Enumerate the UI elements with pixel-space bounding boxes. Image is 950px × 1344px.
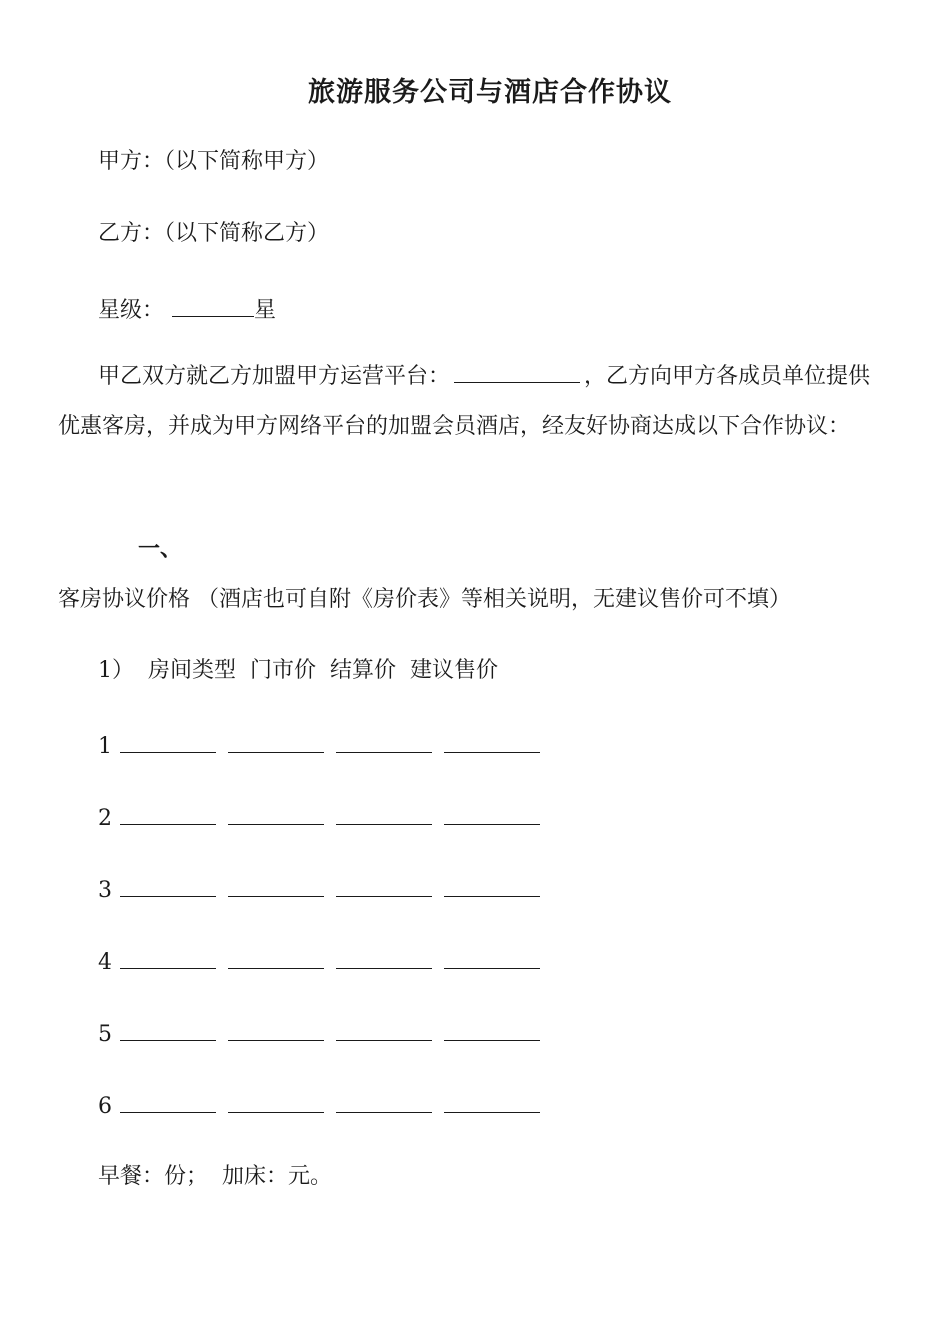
rack-rate-blank[interactable] bbox=[228, 874, 324, 897]
suggested-price-blank[interactable] bbox=[444, 1090, 540, 1113]
row-number: 6 bbox=[98, 1094, 112, 1119]
suggested-price-blank[interactable] bbox=[444, 946, 540, 969]
star-label: 星级： bbox=[98, 298, 165, 323]
row-number: 4 bbox=[98, 950, 112, 975]
section-1-number: 一、 bbox=[138, 536, 183, 562]
table-row bbox=[98, 802, 552, 834]
room-type-blank[interactable] bbox=[120, 730, 216, 753]
settlement-price-blank[interactable] bbox=[336, 730, 432, 753]
table-row bbox=[98, 1090, 552, 1122]
settlement-price-blank[interactable] bbox=[336, 802, 432, 825]
section-1-text: 客房协议价格 （酒店也可自附《房价表》等相关说明，无建议售价可不填） bbox=[58, 587, 791, 612]
table-row bbox=[98, 1018, 552, 1050]
suggested-price-blank[interactable] bbox=[444, 1018, 540, 1041]
suggested-price-blank[interactable] bbox=[444, 874, 540, 897]
star-rating-line bbox=[98, 292, 276, 326]
header-settlement-price: 结算价 bbox=[330, 658, 397, 683]
rack-rate-blank[interactable] bbox=[228, 802, 324, 825]
room-type-blank[interactable] bbox=[120, 1090, 216, 1113]
header-suggested-price: 建议售价 bbox=[410, 658, 499, 683]
party-b-line: 乙方：（以下简称乙方） bbox=[98, 221, 330, 246]
suggested-price-blank[interactable] bbox=[444, 802, 540, 825]
table-row bbox=[98, 730, 552, 762]
document-title: 旅游服务公司与酒店合作协议 bbox=[308, 77, 672, 108]
section-1-heading bbox=[58, 524, 888, 625]
room-table-header bbox=[98, 656, 498, 686]
intro-part1: 甲乙双方就乙方加盟甲方运营平台： bbox=[98, 364, 451, 389]
room-type-blank[interactable] bbox=[120, 874, 216, 897]
intro-part2: ，乙方向甲方各成员单位提供优惠客房，并成为甲方网络平台的加盟会员酒店，经友好协商达成以下合作协议： bbox=[58, 364, 871, 439]
header-rack-rate: 门市价 bbox=[250, 658, 317, 683]
intro-paragraph bbox=[58, 352, 888, 452]
rack-rate-blank[interactable] bbox=[228, 1018, 324, 1041]
rack-rate-blank[interactable] bbox=[228, 946, 324, 969]
settlement-price-blank[interactable] bbox=[336, 946, 432, 969]
breakfast-text: 早餐：份； bbox=[98, 1164, 209, 1189]
extra-bed-text: 加床：元。 bbox=[222, 1164, 333, 1189]
platform-blank[interactable] bbox=[454, 358, 580, 383]
row-number: 3 bbox=[98, 878, 112, 903]
table-row bbox=[98, 946, 552, 978]
party-a-line: 甲方：（以下简称甲方） bbox=[98, 149, 330, 174]
room-type-blank[interactable] bbox=[120, 946, 216, 969]
room-type-blank[interactable] bbox=[120, 1018, 216, 1041]
breakfast-extra-bed-line bbox=[98, 1162, 332, 1192]
rack-rate-blank[interactable] bbox=[228, 1090, 324, 1113]
row-number: 5 bbox=[98, 1022, 112, 1047]
star-suffix: 星 bbox=[254, 298, 277, 323]
settlement-price-blank[interactable] bbox=[336, 1090, 432, 1113]
row-number: 1 bbox=[98, 734, 112, 759]
table-row bbox=[98, 874, 552, 906]
row-number: 2 bbox=[98, 806, 112, 831]
room-type-blank[interactable] bbox=[120, 802, 216, 825]
rack-rate-blank[interactable] bbox=[228, 730, 324, 753]
settlement-price-blank[interactable] bbox=[336, 1018, 432, 1041]
suggested-price-blank[interactable] bbox=[444, 730, 540, 753]
header-room-type: 房间类型 bbox=[148, 658, 237, 683]
table-index: 1） bbox=[98, 658, 134, 683]
star-blank[interactable] bbox=[172, 292, 254, 317]
settlement-price-blank[interactable] bbox=[336, 874, 432, 897]
